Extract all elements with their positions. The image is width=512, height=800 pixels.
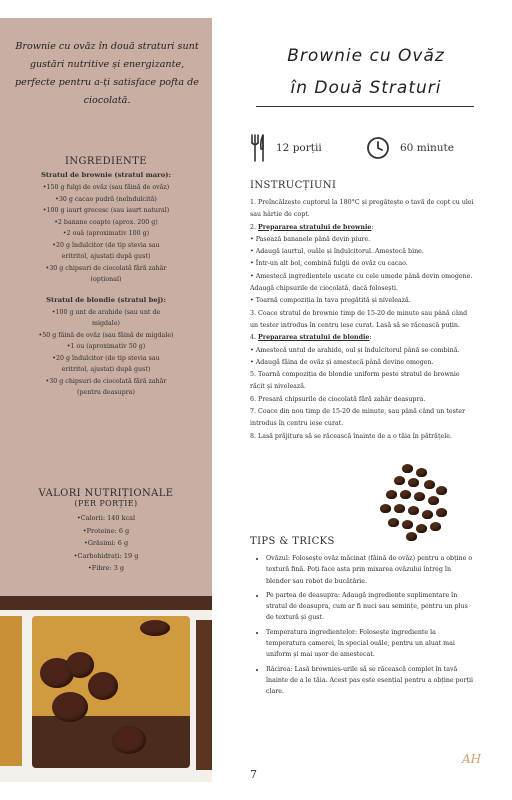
nutrition-heading: VALORI NUTRIȚIONALE	[38, 488, 174, 499]
instruction-step: • Amestecă ingredientele uscate cu cele umede până devin omogene. Adaugă chipsurile de ciocolată, dacă folosești.	[250, 272, 473, 293]
instruction-step: 3. Coace stratul de brownie timp de 15-20 de minute sau până când un tester introdus în centru iese curat. Lasă să se răcească puțin.	[250, 309, 468, 329]
blondie-ingredient-list	[6, 307, 206, 399]
tips-section	[250, 536, 474, 701]
recipe-title-line2: în Două Straturi	[290, 78, 442, 98]
tip-item: • Ovăzul: Folosește ovăz măcinat (făină de ovăz) pentru a obține o textură fină. Poți face asta prin mixarea ovăzului întreg în blender sau robot de bucătărie.	[266, 553, 474, 587]
nutrition-subheading: (PER PORȚIE)	[74, 499, 138, 508]
servings-text: 12 porții	[276, 142, 322, 154]
instruction-step-heading: Prepararea stratului de brownie	[258, 223, 372, 231]
brownie-layer-title: Stratul de brownie (stratul maro):	[40, 171, 172, 179]
ingredient-item: • 2 ouă (aproximativ 100 g)	[6, 228, 206, 240]
ingredient-item: • 100 g iaurt grecesc (sau iaurt natural)	[6, 205, 206, 217]
instruction-step: 4. Prepararea stratului de blondie:	[250, 334, 372, 342]
ingredients-heading: INGREDIENTE	[65, 156, 147, 167]
utensils-icon	[250, 133, 266, 163]
nutrition-item: • Calorii: 140 kcal	[6, 512, 206, 525]
instruction-step: • Într-un alt bol, combină fulgii de ovăz cu cacao.	[250, 260, 408, 268]
brand-logo: AH	[462, 752, 482, 766]
ingredient-item: (pentru deasupra)	[77, 389, 135, 396]
instruction-step: • Pasează bananele până devin piure.	[250, 235, 371, 243]
ingredient-item: • 2 banane coapte (aprox. 200 g)	[6, 217, 206, 229]
ingredient-item: eritritol, ajustați după gust)	[61, 366, 151, 373]
brownie-photo	[0, 596, 212, 782]
instructions-heading: INSTRUCȚIUNI	[250, 180, 337, 191]
time-info	[366, 132, 454, 164]
ingredient-item: • 30 g chipsuri de ciocolată fără zahăr	[6, 376, 206, 388]
ingredient-item: • 20 g îndulcitor (de tip stevia sau	[6, 353, 206, 365]
instruction-step: • Adaugă iaurtul, ouăle și îndulcitorul. Amestecă bine.	[250, 248, 424, 256]
instruction-step-heading: Prepararea stratului de blondie	[258, 334, 370, 342]
page-number: 7	[250, 768, 257, 781]
tip-item: • Pe partea de deasupra: Adaugă ingrediente suplimentare în stratul de deasupra, cum ar fi nuci sau semințe, pentru un plus de textură și gust.	[266, 590, 474, 624]
instructions-section	[250, 180, 474, 443]
chocolate-chips-image	[376, 462, 456, 544]
instruction-step: 2. Prepararea stratului de brownie:	[250, 223, 374, 231]
time-text: 60 minute	[400, 142, 454, 154]
ingredient-item: • 100 g unt de arahide (sau unt de	[6, 307, 206, 319]
title-divider	[256, 106, 474, 107]
clock-icon	[366, 136, 390, 160]
ingredients-section	[6, 156, 206, 399]
ingredient-item: • 150 g fulgi de ovăz (sau făină de ovăz)	[6, 182, 206, 194]
instruction-step: • Adaugă făina de ovăz și amestecă până devine omogen.	[250, 358, 434, 366]
tips-list	[250, 553, 474, 698]
nutrition-item: • Fibre: 3 g	[6, 562, 206, 575]
recipe-title-line1: Brownie cu Ovăz	[287, 46, 445, 66]
ingredient-item: (opțional)	[90, 276, 122, 283]
ingredient-item: • 30 g cacao pudră (neîndulcită)	[6, 194, 206, 206]
nutrition-item: • Proteine: 6 g	[6, 525, 206, 538]
ingredient-item: • 50 g făină de ovăz (sau făină de migdale)	[6, 330, 206, 342]
instruction-step: • Toarnă compoziția în tava pregătită și nivelează.	[250, 297, 411, 305]
ingredient-item: migdale)	[92, 320, 120, 327]
tip-item: • Temperatura ingredientelor: Folosește ingrediente la temperatura camerei, în special ouăle, pentru un aluat mai uniform și mai ușor de amestecat.	[266, 627, 474, 661]
nutrition-item: • Grăsimi: 6 g	[6, 537, 206, 550]
ingredient-item: • 30 g chipsuri de ciocolată fără zahăr	[6, 263, 206, 275]
nutrition-section	[6, 488, 206, 575]
instruction-step: 5. Toarnă compoziția de blondie uniform peste stratul de brownie răcit și nivelează.	[250, 371, 460, 391]
instruction-step: 8. Lasă prăjitura să se răcească înainte de a o tăia în pătrățele.	[250, 432, 452, 440]
instruction-step: 6. Presară chipsurile de ciocolată fără zahăr deasupra.	[250, 395, 426, 403]
nutrition-item: • Carbohidrați: 19 g	[6, 550, 206, 563]
nutrition-list	[6, 512, 206, 575]
ingredient-item: • 1 ou (aproximativ 50 g)	[6, 341, 206, 353]
brownie-ingredient-list	[6, 182, 206, 286]
tip-item: • Răcirea: Lasă brownies-urile să se răcească complet în tavă înainte de a le tăia. Acest pas este esențial pentru a obține porții clare.	[266, 664, 474, 698]
blondie-layer-title: Stratul de blondie (stratul bej):	[46, 295, 166, 304]
servings-info	[250, 132, 322, 164]
instruction-step: 7. Coace din nou timp de 15-20 de minute, sau până când un tester introdus în centru iese curat.	[250, 408, 466, 428]
sidebar-panel	[0, 18, 212, 596]
instructions-list	[250, 197, 474, 443]
ingredient-item: • 20 g îndulcitor (de tip stevia sau	[6, 240, 206, 252]
instruction-step: • Amestecă untul de arahide, oul și îndulcitorul până se combină.	[250, 346, 460, 354]
recipe-title	[256, 40, 476, 104]
instruction-step: 1. Preîncălzește cuptorul la 180°C și pregătește o tavă de copt cu ulei sau hârtie de copt.	[250, 199, 474, 219]
tips-heading: TIPS & TRICKS	[250, 536, 335, 547]
ingredient-item: eritritol, ajustați după gust)	[61, 253, 151, 260]
intro-text: Brownie cu ovăz în două straturi sunt gustări nutritive și energizante, perfecte pentru a-ți satisface pofta de ciocolată.	[15, 41, 199, 106]
